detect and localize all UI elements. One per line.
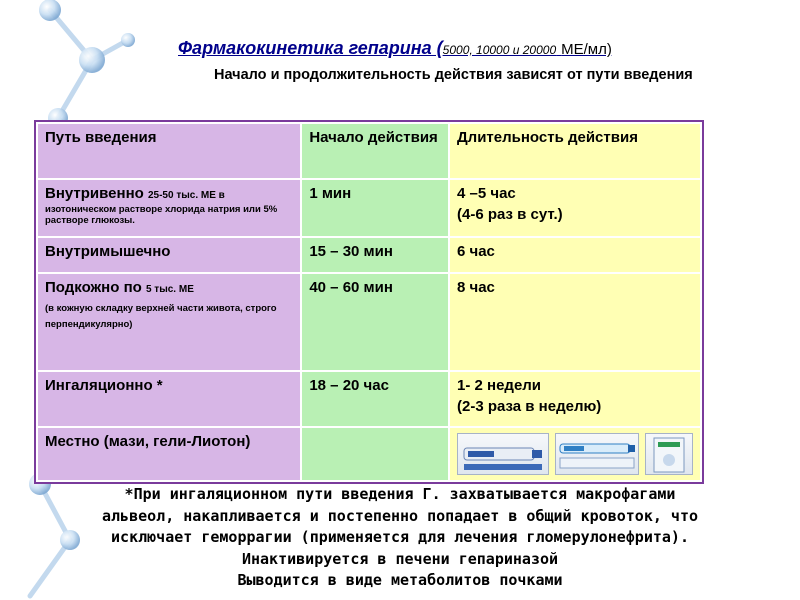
table-header-row bbox=[37, 123, 701, 179]
table-row bbox=[37, 273, 701, 371]
title-main: Фармакокинетика гепарина ( bbox=[178, 38, 443, 58]
onset-cell: 1 мин bbox=[301, 179, 449, 237]
route-note: 5 тыс. МЕ bbox=[145, 284, 194, 295]
route-detail: изотоническом растворе хлорида натрия или 5% растворе глюкозы. bbox=[45, 204, 278, 226]
footnote-line: альвеол, накапливается и постепенно попадает в общий кровоток, что bbox=[101, 506, 699, 525]
table-row bbox=[37, 427, 701, 481]
onset-cell: 40 – 60 мин bbox=[301, 273, 449, 371]
title-doses: 5000, 10000 и 20000 bbox=[442, 43, 557, 57]
duration-line: 1- 2 недели bbox=[457, 377, 542, 394]
header-route: Путь введения bbox=[37, 123, 301, 179]
route-name: Подкожно по bbox=[45, 279, 142, 296]
ointment-tube-image bbox=[457, 433, 549, 475]
onset-cell: 15 – 30 мин bbox=[301, 237, 449, 273]
route-cell: Внутримышечно bbox=[37, 237, 301, 273]
page-subtitle: Начало и продолжительность действия зависят от пути введения bbox=[214, 67, 693, 83]
table-row bbox=[37, 371, 701, 427]
table-row bbox=[37, 237, 701, 273]
page-title bbox=[178, 38, 612, 59]
route-cell: Ингаляционно * bbox=[37, 371, 301, 427]
footnote-line: исключает геморрагии (применяется для лечения гломерулонефрита). bbox=[111, 528, 689, 546]
title-units: МЕ/мл) bbox=[561, 41, 612, 58]
duration-cell: 6 час bbox=[449, 237, 701, 273]
duration-cell bbox=[449, 371, 701, 427]
duration-line: 4 –5 час bbox=[457, 185, 516, 202]
duration-cell: 8 час bbox=[449, 273, 701, 371]
footnote-line: Выводится в виде метаболитов почками bbox=[237, 571, 563, 589]
footnote-line: Инактивируется в печени гепариназой bbox=[241, 549, 559, 568]
route-cell bbox=[37, 179, 301, 237]
pharmacokinetics-table bbox=[36, 122, 702, 482]
header-onset: Начало действия bbox=[301, 123, 449, 179]
gel-box-image bbox=[645, 433, 693, 475]
duration-line: (4-6 раз в сут.) bbox=[457, 206, 563, 223]
product-images bbox=[457, 431, 693, 475]
gel-tube-image bbox=[555, 433, 639, 475]
duration-cell bbox=[449, 427, 701, 481]
route-cell bbox=[37, 273, 301, 371]
onset-cell: 18 – 20 час bbox=[301, 371, 449, 427]
onset-cell bbox=[301, 427, 449, 481]
table-row bbox=[37, 179, 701, 237]
duration-line: (2-3 раза в неделю) bbox=[457, 398, 602, 415]
footnote-line: *При ингаляционном пути введения Г. захватывается макрофагами bbox=[124, 485, 676, 503]
duration-cell bbox=[449, 179, 701, 237]
route-detail: (в кожную складку верхней части живота, строго перпендикулярно) bbox=[45, 303, 277, 330]
route-cell: Местно (мази, гели-Лиотон) bbox=[37, 427, 301, 481]
route-note: 25-50 тыс. МЕ в bbox=[147, 190, 225, 201]
footnote bbox=[20, 484, 780, 592]
header-duration: Длительность действия bbox=[449, 123, 701, 179]
route-name: Внутривенно bbox=[45, 185, 144, 202]
